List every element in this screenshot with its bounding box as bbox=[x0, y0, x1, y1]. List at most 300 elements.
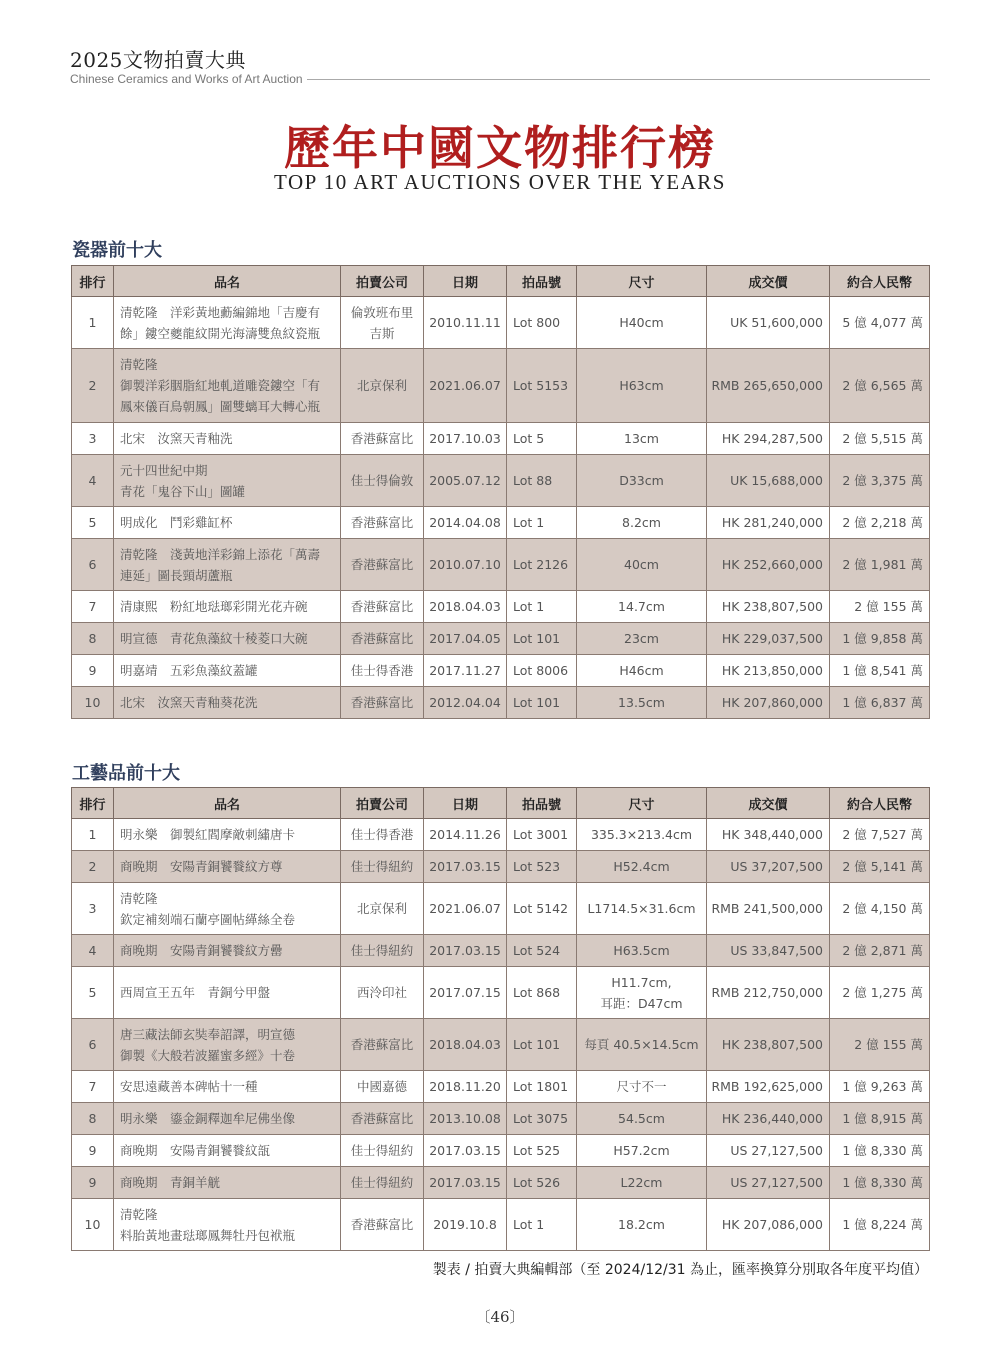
company-cell bbox=[341, 1071, 424, 1103]
rmb-line: 1 億 8,330 萬 bbox=[842, 1143, 923, 1158]
size-cell bbox=[577, 591, 707, 623]
item-name-cell bbox=[114, 967, 341, 1019]
item-name-cell bbox=[114, 455, 341, 507]
page-header bbox=[70, 48, 930, 86]
table-row bbox=[72, 507, 930, 539]
size-line: 13cm bbox=[624, 431, 659, 446]
price-line: US 33,847,500 bbox=[730, 943, 823, 958]
lot-cell bbox=[507, 967, 577, 1019]
price-cell bbox=[707, 655, 830, 687]
company-line: 北京保利 bbox=[356, 901, 407, 916]
price-line: RMB 265,650,000 bbox=[711, 378, 823, 393]
company-line: 香港蘇富比 bbox=[350, 695, 414, 710]
price-line: HK 294,287,500 bbox=[721, 431, 823, 446]
col-header-lot: 拍品號 bbox=[507, 788, 577, 819]
size-line: 尺寸不一 bbox=[616, 1079, 667, 1094]
rank-cell bbox=[72, 1199, 114, 1251]
lot-line: Lot 1 bbox=[513, 1217, 545, 1232]
lot-cell bbox=[507, 423, 577, 455]
company-cell bbox=[341, 297, 424, 349]
size-line: H46cm bbox=[619, 663, 664, 678]
company-cell bbox=[341, 819, 424, 851]
date-line: 2017.03.15 bbox=[429, 943, 501, 958]
rank-line: 2 bbox=[88, 859, 97, 874]
rmb-line: 1 億 9,858 萬 bbox=[842, 631, 923, 646]
rmb-line: 2 億 5,141 萬 bbox=[842, 859, 923, 874]
page-title: 歷年中國文物排行榜 bbox=[284, 121, 716, 175]
rank-line: 5 bbox=[88, 515, 97, 530]
size-line: H40cm bbox=[619, 315, 664, 330]
col-header-lot: 拍品號 bbox=[507, 266, 577, 297]
price-cell bbox=[707, 1167, 830, 1199]
price-cell bbox=[707, 539, 830, 591]
item-name-cell bbox=[114, 297, 341, 349]
lot-cell bbox=[507, 455, 577, 507]
date-line: 2014.11.26 bbox=[429, 827, 501, 842]
rmb-line: 5 億 4,077 萬 bbox=[842, 315, 923, 330]
size-cell bbox=[577, 1167, 707, 1199]
col-header-name: 品名 bbox=[114, 788, 341, 819]
lot-cell bbox=[507, 1071, 577, 1103]
item-name-cell bbox=[114, 1103, 341, 1135]
price-cell bbox=[707, 819, 830, 851]
company-line: 佳士得紐約 bbox=[350, 859, 414, 874]
company-line: 香港蘇富比 bbox=[350, 1111, 414, 1126]
lot-cell bbox=[507, 349, 577, 423]
item-name-line: 清康熙 粉紅地琺瑯彩開光花卉碗 bbox=[120, 599, 308, 614]
price-line: US 37,207,500 bbox=[730, 859, 823, 874]
company-cell bbox=[341, 1135, 424, 1167]
size-cell bbox=[577, 967, 707, 1019]
lot-line: Lot 5142 bbox=[513, 901, 569, 916]
size-line: 14.7cm bbox=[618, 599, 665, 614]
date-line: 2017.03.15 bbox=[429, 1175, 501, 1190]
item-name-line: 連延」圖長頸胡蘆瓶 bbox=[120, 567, 233, 583]
rank-line: 10 bbox=[84, 695, 101, 710]
date-line: 2005.07.12 bbox=[429, 473, 501, 488]
lot-cell bbox=[507, 819, 577, 851]
company-line: 佳士得紐約 bbox=[350, 943, 414, 958]
col-header-date: 日期 bbox=[424, 788, 507, 819]
date-line: 2014.04.08 bbox=[429, 515, 501, 530]
lot-cell bbox=[507, 1199, 577, 1251]
col-header-price: 成交價 bbox=[707, 788, 830, 819]
item-name-line: 元十四世紀中期 bbox=[120, 462, 208, 478]
size-cell bbox=[577, 423, 707, 455]
lot-cell bbox=[507, 1135, 577, 1167]
date-cell bbox=[424, 967, 507, 1019]
rmb-cell bbox=[830, 1019, 930, 1071]
rank-line: 5 bbox=[88, 985, 97, 1000]
item-name-line: 御製洋彩胭脂紅地軋道雕瓷鏤空「有 bbox=[120, 378, 321, 393]
table-row bbox=[72, 349, 930, 423]
item-name-line: 欽定補刻端石蘭亭圖帖緙絲全卷 bbox=[120, 911, 296, 927]
date-line: 2010.11.11 bbox=[429, 315, 501, 330]
company-cell bbox=[341, 349, 424, 423]
company-cell bbox=[341, 655, 424, 687]
date-line: 2018.11.20 bbox=[429, 1079, 501, 1094]
size-line: 每頁 40.5×14.5cm bbox=[584, 1037, 699, 1052]
size-line: 18.2cm bbox=[618, 1217, 665, 1232]
company-cell bbox=[341, 1199, 424, 1251]
lot-cell bbox=[507, 1167, 577, 1199]
rank-cell bbox=[72, 539, 114, 591]
rmb-cell bbox=[830, 507, 930, 539]
rmb-line: 2 億 2,218 萬 bbox=[842, 515, 923, 530]
date-line: 2019.10.8 bbox=[433, 1217, 497, 1232]
item-name-line: 清乾隆 淺黃地洋彩錦上添花「萬壽 bbox=[120, 546, 321, 562]
rmb-line: 2 億 5,515 萬 bbox=[842, 431, 923, 446]
price-line: HK 281,240,000 bbox=[721, 515, 823, 530]
rank-line: 7 bbox=[88, 1079, 97, 1094]
table-row bbox=[72, 423, 930, 455]
item-name-line: 明成化 鬥彩雞缸杯 bbox=[120, 515, 233, 530]
price-line: UK 15,688,000 bbox=[730, 473, 823, 488]
rmb-cell bbox=[830, 455, 930, 507]
size-line: H63cm bbox=[619, 378, 664, 393]
col-header-rank: 排行 bbox=[72, 788, 114, 819]
lot-cell bbox=[507, 623, 577, 655]
company-cell bbox=[341, 851, 424, 883]
lot-line: Lot 1801 bbox=[513, 1079, 569, 1094]
table-row bbox=[72, 883, 930, 935]
company-cell bbox=[341, 591, 424, 623]
date-line: 2017.11.27 bbox=[429, 663, 501, 678]
date-line: 2013.10.08 bbox=[429, 1111, 501, 1126]
size-cell bbox=[577, 935, 707, 967]
price-cell bbox=[707, 455, 830, 507]
rmb-cell bbox=[830, 935, 930, 967]
table-row bbox=[72, 655, 930, 687]
price-cell bbox=[707, 297, 830, 349]
rmb-cell bbox=[830, 687, 930, 719]
date-cell bbox=[424, 1167, 507, 1199]
size-cell bbox=[577, 539, 707, 591]
rank-cell bbox=[72, 1019, 114, 1071]
rmb-cell bbox=[830, 1071, 930, 1103]
lot-line: Lot 5153 bbox=[513, 378, 569, 393]
date-cell bbox=[424, 1103, 507, 1135]
col-header-rmb: 約合人民幣 bbox=[830, 266, 930, 297]
date-cell bbox=[424, 1071, 507, 1103]
col-header-rank: 排行 bbox=[72, 266, 114, 297]
company-cell bbox=[341, 883, 424, 935]
price-line: RMB 192,625,000 bbox=[711, 1079, 823, 1094]
lot-cell bbox=[507, 655, 577, 687]
company-line: 香港蘇富比 bbox=[350, 599, 414, 614]
porcelain-header-row bbox=[72, 266, 930, 297]
rmb-line: 2 億 6,565 萬 bbox=[842, 378, 923, 393]
rank-cell bbox=[72, 851, 114, 883]
col-header-price: 成交價 bbox=[707, 266, 830, 297]
page-number: 〔46〕 bbox=[475, 1308, 525, 1326]
rank-cell bbox=[72, 883, 114, 935]
book-title: 2025文物拍賣大典 bbox=[70, 48, 246, 72]
table-row bbox=[72, 851, 930, 883]
table-row bbox=[72, 967, 930, 1019]
item-name-line: 御製《大般若波羅蜜多經》十卷 bbox=[120, 1047, 296, 1063]
lot-cell bbox=[507, 591, 577, 623]
table-row bbox=[72, 1135, 930, 1167]
item-name-cell bbox=[114, 591, 341, 623]
price-cell bbox=[707, 1135, 830, 1167]
item-name-line: 商晚期 青銅羊觥 bbox=[120, 1175, 221, 1190]
company-line: 北京保利 bbox=[356, 378, 407, 393]
lot-line: Lot 101 bbox=[513, 631, 561, 646]
rmb-cell bbox=[830, 297, 930, 349]
rmb-line: 2 億 155 萬 bbox=[854, 599, 923, 614]
size-line: 8.2cm bbox=[622, 515, 661, 530]
rank-cell bbox=[72, 455, 114, 507]
item-name-line: 清乾隆 bbox=[120, 890, 158, 906]
price-cell bbox=[707, 687, 830, 719]
lot-line: Lot 101 bbox=[513, 695, 561, 710]
rmb-line: 1 億 8,330 萬 bbox=[842, 1175, 923, 1190]
crafts-section-title: 工藝品前十大 bbox=[72, 763, 180, 784]
col-header-company: 拍賣公司 bbox=[341, 266, 424, 297]
rank-line: 3 bbox=[88, 431, 97, 446]
item-name-cell bbox=[114, 1199, 341, 1251]
rank-cell bbox=[72, 1135, 114, 1167]
price-line: HK 238,807,500 bbox=[721, 1037, 823, 1052]
item-name-line: 清乾隆 bbox=[120, 357, 158, 372]
lot-line: Lot 2126 bbox=[513, 557, 569, 572]
lot-line: Lot 525 bbox=[513, 1143, 561, 1158]
book-subtitle: Chinese Ceramics and Works of Art Auction bbox=[70, 72, 303, 86]
date-line: 2017.04.05 bbox=[429, 631, 501, 646]
table-row bbox=[72, 455, 930, 507]
rank-line: 1 bbox=[88, 315, 97, 330]
price-line: HK 229,037,500 bbox=[721, 631, 823, 646]
rank-line: 4 bbox=[88, 943, 97, 958]
date-line: 2012.04.04 bbox=[429, 695, 501, 710]
table-row bbox=[72, 1019, 930, 1071]
date-cell bbox=[424, 1199, 507, 1251]
date-cell bbox=[424, 349, 507, 423]
company-cell bbox=[341, 935, 424, 967]
size-cell bbox=[577, 1019, 707, 1071]
rank-cell bbox=[72, 507, 114, 539]
company-line: 香港蘇富比 bbox=[350, 1217, 414, 1232]
rank-line: 2 bbox=[88, 378, 97, 393]
item-name-line: 鳳來儀百鳥朝鳳」圖雙螭耳大轉心瓶 bbox=[120, 399, 321, 414]
item-name-cell bbox=[114, 539, 341, 591]
col-header-size: 尺寸 bbox=[577, 266, 707, 297]
size-cell bbox=[577, 1071, 707, 1103]
rmb-cell bbox=[830, 967, 930, 1019]
rank-cell bbox=[72, 297, 114, 349]
price-cell bbox=[707, 1071, 830, 1103]
item-name-line: 明嘉靖 五彩魚藻紋蓋罐 bbox=[120, 663, 258, 678]
rmb-line: 2 億 4,150 萬 bbox=[842, 901, 923, 916]
date-cell bbox=[424, 423, 507, 455]
rank-line: 9 bbox=[88, 1175, 97, 1190]
rank-cell bbox=[72, 623, 114, 655]
rank-line: 1 bbox=[88, 827, 97, 842]
date-cell bbox=[424, 851, 507, 883]
price-line: HK 252,660,000 bbox=[721, 557, 823, 572]
price-cell bbox=[707, 851, 830, 883]
size-line: 54.5cm bbox=[618, 1111, 665, 1126]
lot-line: Lot 3075 bbox=[513, 1111, 569, 1126]
rmb-line: 2 億 1,981 萬 bbox=[842, 557, 923, 572]
date-line: 2017.07.15 bbox=[429, 985, 501, 1000]
company-cell bbox=[341, 687, 424, 719]
price-cell bbox=[707, 591, 830, 623]
date-cell bbox=[424, 687, 507, 719]
table-row bbox=[72, 539, 930, 591]
rmb-line: 1 億 9,263 萬 bbox=[842, 1079, 923, 1094]
company-cell bbox=[341, 455, 424, 507]
size-cell bbox=[577, 349, 707, 423]
size-cell bbox=[577, 297, 707, 349]
item-name-line: 商晚期 安陽青銅饕餮紋方尊 bbox=[120, 859, 283, 874]
item-name-line: 明永樂 御製紅閻摩敵刺繡唐卡 bbox=[120, 827, 296, 842]
col-header-company: 拍賣公司 bbox=[341, 788, 424, 819]
date-cell bbox=[424, 623, 507, 655]
lot-cell bbox=[507, 1103, 577, 1135]
company-cell bbox=[341, 507, 424, 539]
lot-cell bbox=[507, 935, 577, 967]
price-line: HK 207,086,000 bbox=[721, 1217, 823, 1232]
rmb-line: 2 億 2,871 萬 bbox=[842, 943, 923, 958]
rank-cell bbox=[72, 819, 114, 851]
size-line: H11.7cm, bbox=[611, 974, 672, 990]
porcelain-table bbox=[71, 265, 930, 719]
company-line: 佳士得紐約 bbox=[350, 1143, 414, 1158]
lot-line: Lot 523 bbox=[513, 859, 561, 874]
item-name-cell bbox=[114, 349, 341, 423]
lot-line: Lot 524 bbox=[513, 943, 561, 958]
size-line: H52.4cm bbox=[613, 859, 670, 874]
lot-cell bbox=[507, 687, 577, 719]
book-subtitle-row bbox=[70, 72, 930, 86]
item-name-line: 青花「鬼谷下山」圖罐 bbox=[120, 483, 246, 499]
date-cell bbox=[424, 1019, 507, 1071]
date-line: 2018.04.03 bbox=[429, 599, 501, 614]
size-line: L22cm bbox=[620, 1175, 663, 1190]
price-line: US 27,127,500 bbox=[730, 1143, 823, 1158]
price-cell bbox=[707, 1019, 830, 1071]
rmb-cell bbox=[830, 591, 930, 623]
price-line: HK 238,807,500 bbox=[721, 599, 823, 614]
rmb-line: 2 億 3,375 萬 bbox=[842, 473, 923, 488]
price-line: UK 51,600,000 bbox=[730, 315, 823, 330]
date-cell bbox=[424, 655, 507, 687]
date-line: 2021.06.07 bbox=[429, 901, 501, 916]
item-name-line: 商晚期 安陽青銅饕餮紋方罍 bbox=[120, 943, 283, 958]
rmb-cell bbox=[830, 623, 930, 655]
rmb-cell bbox=[830, 655, 930, 687]
item-name-cell bbox=[114, 687, 341, 719]
company-line: 香港蘇富比 bbox=[350, 557, 414, 572]
rmb-line: 2 億 1,275 萬 bbox=[842, 985, 923, 1000]
rank-cell bbox=[72, 1071, 114, 1103]
crafts-header-row bbox=[72, 788, 930, 819]
rank-line: 10 bbox=[84, 1217, 101, 1232]
price-line: RMB 241,500,000 bbox=[711, 901, 823, 916]
lot-cell bbox=[507, 1019, 577, 1071]
price-line: RMB 212,750,000 bbox=[711, 985, 823, 1000]
table-row bbox=[72, 1167, 930, 1199]
lot-line: Lot 5 bbox=[513, 431, 545, 446]
porcelain-section-title: 瓷器前十大 bbox=[72, 240, 162, 261]
table-row bbox=[72, 1071, 930, 1103]
rank-cell bbox=[72, 687, 114, 719]
col-header-rmb: 約合人民幣 bbox=[830, 788, 930, 819]
item-name-line: 北宋 汝窯天青釉洗 bbox=[120, 431, 233, 446]
lot-line: Lot 101 bbox=[513, 1037, 561, 1052]
date-cell bbox=[424, 539, 507, 591]
size-cell bbox=[577, 507, 707, 539]
item-name-cell bbox=[114, 1019, 341, 1071]
company-cell bbox=[341, 423, 424, 455]
price-cell bbox=[707, 1103, 830, 1135]
price-line: HK 348,440,000 bbox=[721, 827, 823, 842]
item-name-cell bbox=[114, 851, 341, 883]
table-row bbox=[72, 687, 930, 719]
rank-line: 6 bbox=[88, 557, 97, 572]
company-line: 佳士得紐約 bbox=[350, 1175, 414, 1190]
price-line: HK 213,850,000 bbox=[721, 663, 823, 678]
company-cell bbox=[341, 1103, 424, 1135]
size-cell bbox=[577, 623, 707, 655]
company-line: 西泠印社 bbox=[356, 985, 407, 1000]
rmb-line: 1 億 8,224 萬 bbox=[842, 1217, 923, 1232]
date-cell bbox=[424, 1135, 507, 1167]
date-line: 2018.04.03 bbox=[429, 1037, 501, 1052]
price-cell bbox=[707, 623, 830, 655]
price-cell bbox=[707, 1199, 830, 1251]
price-line: US 27,127,500 bbox=[730, 1175, 823, 1190]
company-cell bbox=[341, 539, 424, 591]
table-row bbox=[72, 623, 930, 655]
rmb-cell bbox=[830, 1199, 930, 1251]
col-header-name: 品名 bbox=[114, 266, 341, 297]
company-line: 佳士得香港 bbox=[350, 663, 414, 678]
lot-line: Lot 1 bbox=[513, 599, 545, 614]
rank-line: 7 bbox=[88, 599, 97, 614]
date-cell bbox=[424, 507, 507, 539]
rank-cell bbox=[72, 1167, 114, 1199]
price-line: HK 236,440,000 bbox=[721, 1111, 823, 1126]
lot-line: Lot 800 bbox=[513, 315, 561, 330]
rmb-cell bbox=[830, 539, 930, 591]
size-line: 40cm bbox=[624, 557, 659, 572]
rank-cell bbox=[72, 423, 114, 455]
lot-line: Lot 8006 bbox=[513, 663, 569, 678]
rmb-cell bbox=[830, 1135, 930, 1167]
size-line: H57.2cm bbox=[613, 1143, 670, 1158]
rmb-line: 2 億 7,527 萬 bbox=[842, 827, 923, 842]
table-row bbox=[72, 1103, 930, 1135]
col-header-date: 日期 bbox=[424, 266, 507, 297]
item-name-cell bbox=[114, 623, 341, 655]
size-line: 23cm bbox=[624, 631, 659, 646]
price-cell bbox=[707, 349, 830, 423]
size-line: D33cm bbox=[619, 473, 664, 488]
item-name-cell bbox=[114, 1135, 341, 1167]
company-line: 香港蘇富比 bbox=[350, 431, 414, 446]
item-name-cell bbox=[114, 507, 341, 539]
date-line: 2017.03.15 bbox=[429, 859, 501, 874]
header-rule bbox=[307, 79, 930, 80]
company-line: 佳士得倫敦 bbox=[350, 473, 414, 488]
rmb-cell bbox=[830, 819, 930, 851]
lot-line: Lot 526 bbox=[513, 1175, 561, 1190]
size-cell bbox=[577, 1199, 707, 1251]
item-name-line: 北宋 汝窯天青釉葵花洗 bbox=[120, 695, 258, 710]
